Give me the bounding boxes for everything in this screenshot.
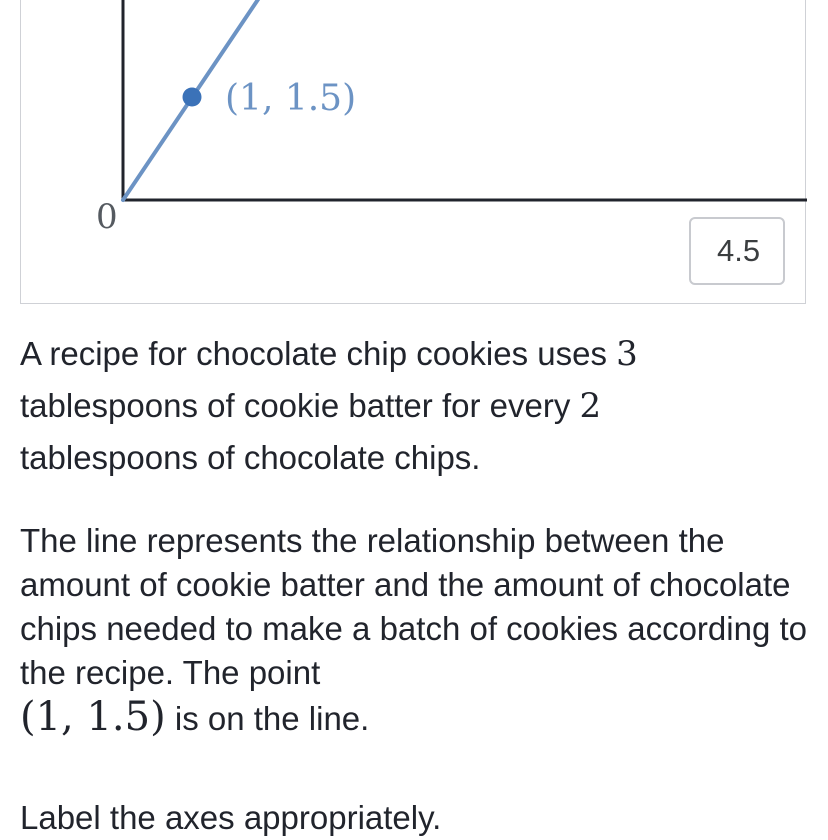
- batter-amount: 3: [616, 334, 638, 374]
- point-1-1.5[interactable]: [183, 88, 202, 107]
- x-axis-label-input[interactable]: [689, 217, 785, 285]
- p2-text: The line represents the relationship between the amount of cookie batter and the amount of chocolate chips needed to make a batch of cookies according to the recipe. The point: [20, 522, 807, 691]
- p1-text-b: tablespoons of cookie batter for every: [20, 387, 571, 424]
- p1-text-a: A recipe for chocolate chip cookies uses: [20, 335, 607, 372]
- problem-paragraph-2: [20, 519, 810, 741]
- problem-paragraph-1: [20, 328, 810, 483]
- graph-card: [20, 0, 806, 304]
- p2-point: (1, 1.5): [20, 694, 166, 740]
- origin-label: 0: [96, 197, 118, 237]
- instruction-text: Label the axes appropriately.: [20, 799, 442, 836]
- chips-amount: 2: [579, 386, 602, 426]
- p1-text-c: tablespoons of chocolate chips.: [20, 439, 481, 476]
- p2-text-end: is on the line.: [174, 700, 370, 737]
- point-label: (1, 1.5): [225, 78, 357, 119]
